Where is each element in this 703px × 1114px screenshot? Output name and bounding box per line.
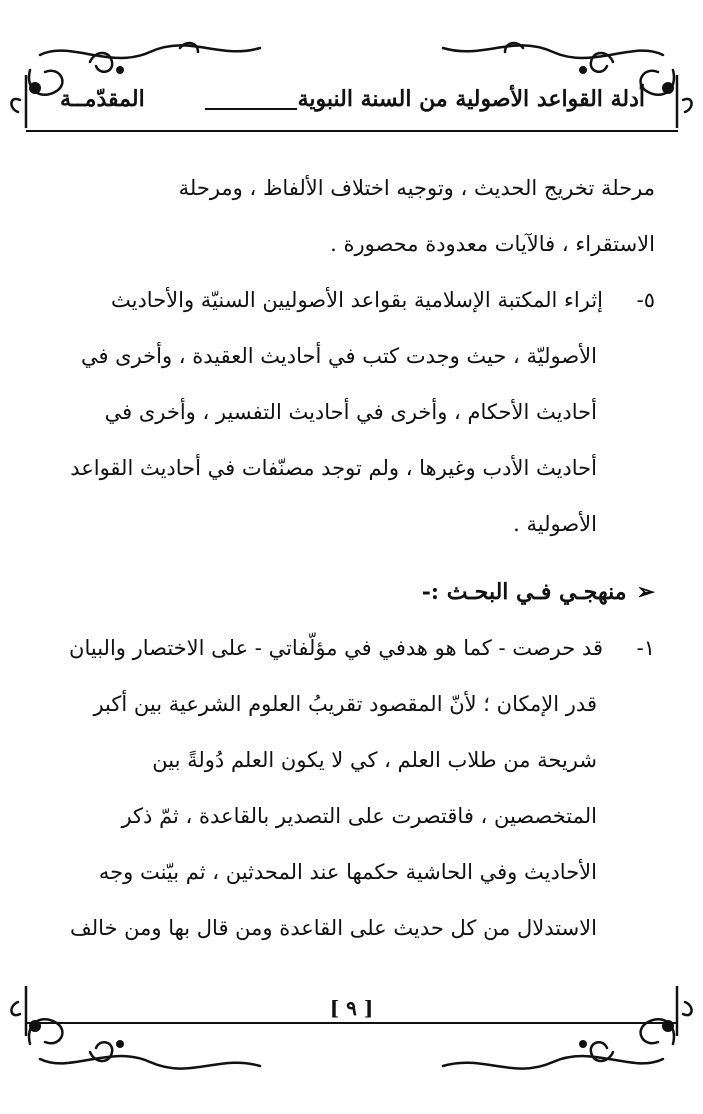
header-dash (205, 108, 297, 110)
item-number: ٥- (636, 288, 655, 312)
text-line: قدر الإمكان ؛ لأنّ المقصود تقريبُ العلوم الشرعية بين أكبر (93, 692, 597, 716)
page-number: [ ٩ ] (329, 996, 374, 1020)
running-head (60, 86, 645, 126)
text-line: أحاديث الأحكام ، وأخرى في أحاديث التفسير ، وأخرى في (104, 400, 597, 424)
text-line: مرحلة تخريج الحديث ، وتوجيه اختلاف الألفاظ ، ومرحلة (178, 176, 655, 200)
item-number: ١- (636, 636, 655, 660)
text-line: الأصوليّة ، حيث وجدت كتب في أحاديث العقيدة ، وأخرى في (80, 344, 597, 368)
book-title: أدلة القواعد الأصولية من السنة النبوية (297, 86, 645, 112)
text-line: المتخصصين ، فاقتصرت على التصدير بالقاعدة ، ثمّ ذكر (121, 804, 597, 828)
text-line: الأحاديث وفي الحاشية حكمها عند المحدثين ، ثم بيّنت وجه (98, 860, 597, 884)
list-item-5 (49, 272, 655, 328)
text-line: إثراء المكتبة الإسلامية بقواعد الأصوليين السنيّة والأحاديث (110, 288, 603, 312)
header-rule (26, 130, 678, 132)
text-line: شريحة من طلاب العلم ، كي لا يكون العلم دُولةً بين (152, 748, 597, 772)
list-item-1 (49, 620, 655, 676)
heading-text: منهجـي فـي البحـث :- (421, 579, 627, 605)
text-line: الاستدلال من كل حديث على القاعدة ومن قال بها ومن خالف (69, 916, 597, 940)
page-body (49, 160, 655, 956)
arrow-bullet-icon: ➢ (636, 579, 655, 605)
method-heading (49, 564, 655, 620)
section-title: المقدّمــة (60, 86, 145, 112)
text-line: الاستقراء ، فالآيات معدودة محصورة . (330, 232, 655, 256)
text-line: الأصولية . (513, 512, 597, 536)
text-line: قد حرصت - كما هو هدفي في مؤلّفاتي - على الاختصار والبيان (69, 636, 603, 660)
bottom-ornament (0, 974, 703, 1114)
text-line: أحاديث الأدب وغيرها ، ولم توجد مصنّفات في أحاديث القواعد (70, 456, 597, 480)
